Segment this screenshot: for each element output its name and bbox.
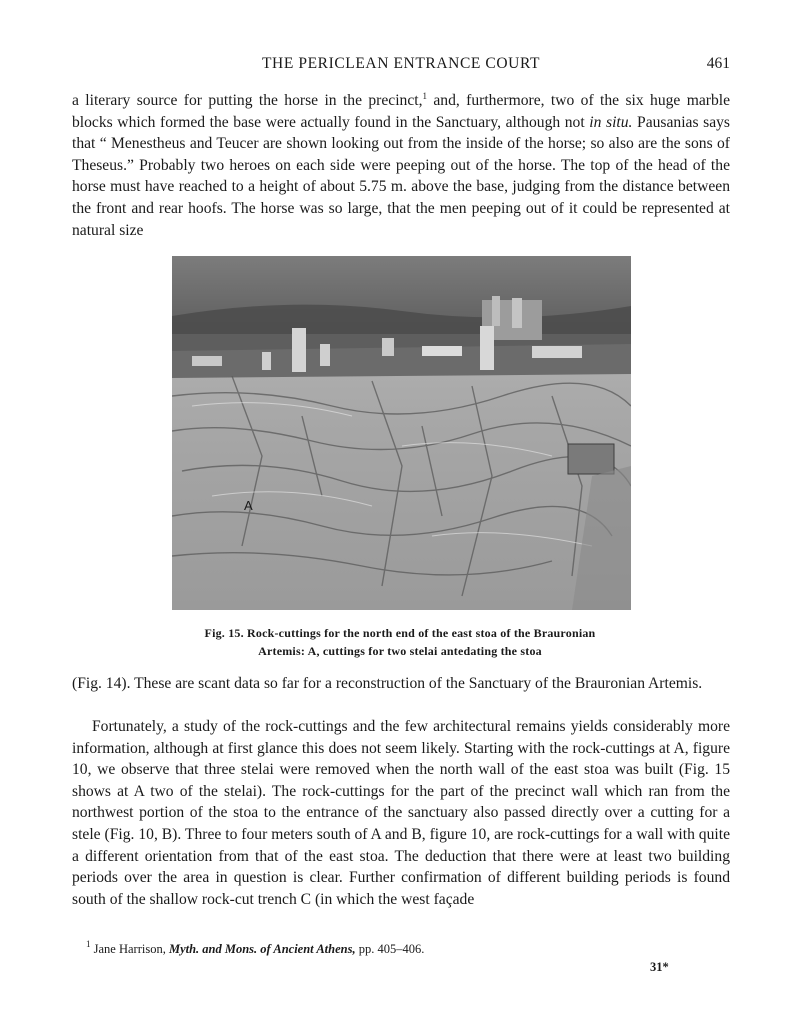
page-number: 461: [706, 55, 730, 72]
figure-caption: [150, 624, 650, 660]
figure-marker-a: A: [244, 498, 253, 513]
paragraph-1-part1: a literary source for putting the horse in the precinct,: [72, 92, 423, 109]
caption-line-2: Artemis: A, cuttings for two stelai antedating the stoa: [258, 644, 542, 658]
paragraph-2: (Fig. 14). These are scant data so far for a reconstruction of the Sanctuary of the Brauronian Artemis.: [72, 675, 703, 692]
footnote-author: Jane Harrison,: [93, 942, 166, 956]
footnote-reference[interactable]: 1: [422, 91, 427, 101]
caption-line-1: Fig. 15. Rock-cuttings for the north end of the east stoa of the Brauronian: [204, 626, 596, 640]
running-title: THE PERICLEAN ENTRANCE COURT: [261, 55, 541, 72]
footnote-pages: pp. 405–406.: [358, 942, 425, 956]
figure-photograph: [172, 256, 631, 610]
footnote: [86, 939, 425, 957]
paragraph-1-part2: and, furthermore, two of the six huge marble blocks which formed the base were actually found in the Sanctuary, although not: [72, 92, 731, 131]
signature-mark: 31*: [650, 960, 669, 974]
paragraph-3: Fortunately, a study of the rock-cuttings and the few architectural remains yields considerably more information, although at first glance this does not seem likely. Starting with the rock-cuttings at A, figure 10, we observe that three stelai were removed when the north wall of the east stoa was built (Fig. 15 shows at A two of the stelai). The rock-cuttings for the part of the precinct wall which ran from the northwest portion of the stoa to the entrance of the sanctuary also passed directly over a cutting for a stele (Fig. 10, B). Three to four meters south of A and B, figure 10, are rock-cuttings for a wall with quite a different orientation from that of the east stoa. The deduction that there were at least two building periods over the area in question is clear. Further confirmation of different building periods is found south of the shallow rock-cut trench C (in which the west façade: [72, 718, 730, 908]
paragraph-1-italic: in situ.: [589, 113, 633, 131]
paragraph-1: [72, 90, 730, 241]
footnote-number: 1: [86, 939, 91, 949]
running-head: [72, 55, 730, 77]
footnote-work: Myth. and Mons. of Ancient Athens,: [168, 942, 356, 956]
rock-cuttings-photo: [172, 256, 631, 610]
paragraph-1-part3: Pausanias says that “ Menestheus and Teucer are shown looking out from the inside of the horse; so also are the sons of Theseus.” Probably two heroes on each side were peeping out of the horse. The top of the head of the horse must have reached to a height of about 5.75 m. above the base, judging from the distance between the front and rear hoofs. The horse was so large, that the men peeping out of it could be represented at natural size: [72, 113, 730, 239]
